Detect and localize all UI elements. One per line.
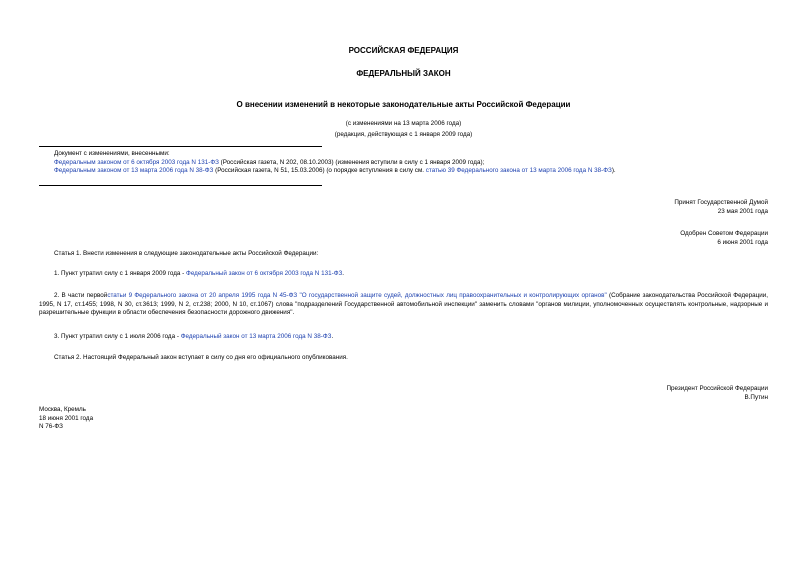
item-2-start: 2. В части первой — [54, 292, 108, 299]
item-1-link[interactable]: Федеральный закон от 6 октября 2003 года N 131-ФЗ — [186, 270, 343, 277]
duma-label: Принят Государственной Думой — [674, 199, 768, 206]
changes-block — [54, 150, 774, 176]
doc-type-heading: ФЕДЕРАЛЬНЫЙ ЗАКОН — [356, 69, 451, 78]
council-approval — [680, 230, 768, 247]
document-title: О внесении изменений в некоторые законодательные акты Российской Федерации — [236, 100, 571, 109]
changes-item-2-end: ). — [611, 167, 616, 174]
amendment-link-131fz[interactable]: Федеральным законом от 6 октября 2003 года N 131-ФЗ — [54, 158, 219, 166]
item-2 — [39, 292, 768, 318]
amendment-link-38fz[interactable]: Федеральным законом от 13 марта 2006 года N 38-ФЗ — [54, 167, 214, 174]
amended-note: (с изменениями на 13 марта 2006 года) — [345, 120, 462, 127]
item-2-law-link[interactable]: статьи 9 Федерального закона от 20 апреля 1995 года N 45-ФЗ "О государственной защите судей, должностных лиц правоохранительных и контролирующих органов" — [107, 292, 607, 299]
duma-adoption — [674, 199, 768, 216]
signature-block — [666, 385, 768, 402]
council-date: 6 июня 2001 года — [717, 238, 768, 246]
item-1-end: . — [342, 270, 345, 277]
changes-item-1 — [54, 159, 774, 168]
signing-details — [39, 406, 93, 432]
article-1: Статья 1. Внести изменения в следующие законодательные акты Российской Федерации: — [54, 250, 319, 257]
item-3-end: . — [331, 333, 334, 340]
article-39-link[interactable]: статью 39 Федерального закона от 13 марта 2006 года N 38-ФЗ — [425, 167, 612, 174]
item-2-text: (Собрание законодательства Российской Федерации, 1995, N 17, ст.1455; 1998, N 30, ст.3613; 1999, N 2, ст.238; 2000, N 10, ст.1067) слова "подразделений Государственной автомобильной инспекции" заменить словами "органов милиции, уполномоченных осуществлять контрольные, надзорные и разрешительные функции в области обеспечения безопасности дорожного движения". — [39, 292, 769, 316]
article-2: Статья 2. Настоящий Федеральный закон вступает в силу со дня его официального опубликования. — [54, 354, 348, 361]
changes-item-1-text: (Российская газета, N 202, 08.10.2003) (изменения вступили в силу с 1 января 2009 года); — [218, 158, 485, 166]
item-3-text: 3. Пункт утратил силу с 1 июля 2006 года - — [54, 333, 181, 340]
signatory-name: В.Путин — [744, 393, 768, 401]
changes-intro: Документ с изменениями, внесенными: — [54, 150, 170, 157]
council-label: Одобрен Советом Федерации — [680, 230, 768, 237]
signing-date: 18 июня 2001 года — [39, 414, 94, 422]
duma-date: 23 мая 2001 года — [717, 207, 768, 215]
changes-item-2 — [54, 167, 774, 176]
law-number: N 76-ФЗ — [39, 423, 63, 430]
item-1-text: 1. Пункт утратил силу с 1 января 2009 года - — [54, 270, 187, 277]
country-heading: РОССИЙСКАЯ ФЕДЕРАЦИЯ — [348, 46, 459, 55]
top-divider — [39, 146, 322, 147]
item-3-link[interactable]: Федеральный закон от 13 марта 2006 года N 38-ФЗ — [180, 333, 332, 340]
changes-item-2-text: (Российская газета, N 51, 15.03.2006) (о порядке вступления в силу см. — [213, 167, 426, 174]
signatory-title: Президент Российской Федерации — [666, 385, 768, 392]
item-3 — [39, 333, 768, 342]
bottom-divider — [39, 185, 322, 186]
item-1 — [39, 270, 768, 279]
signing-place: Москва, Кремль — [39, 406, 86, 413]
edition-note: (редакция, действующая с 1 января 2009 года) — [334, 131, 473, 138]
